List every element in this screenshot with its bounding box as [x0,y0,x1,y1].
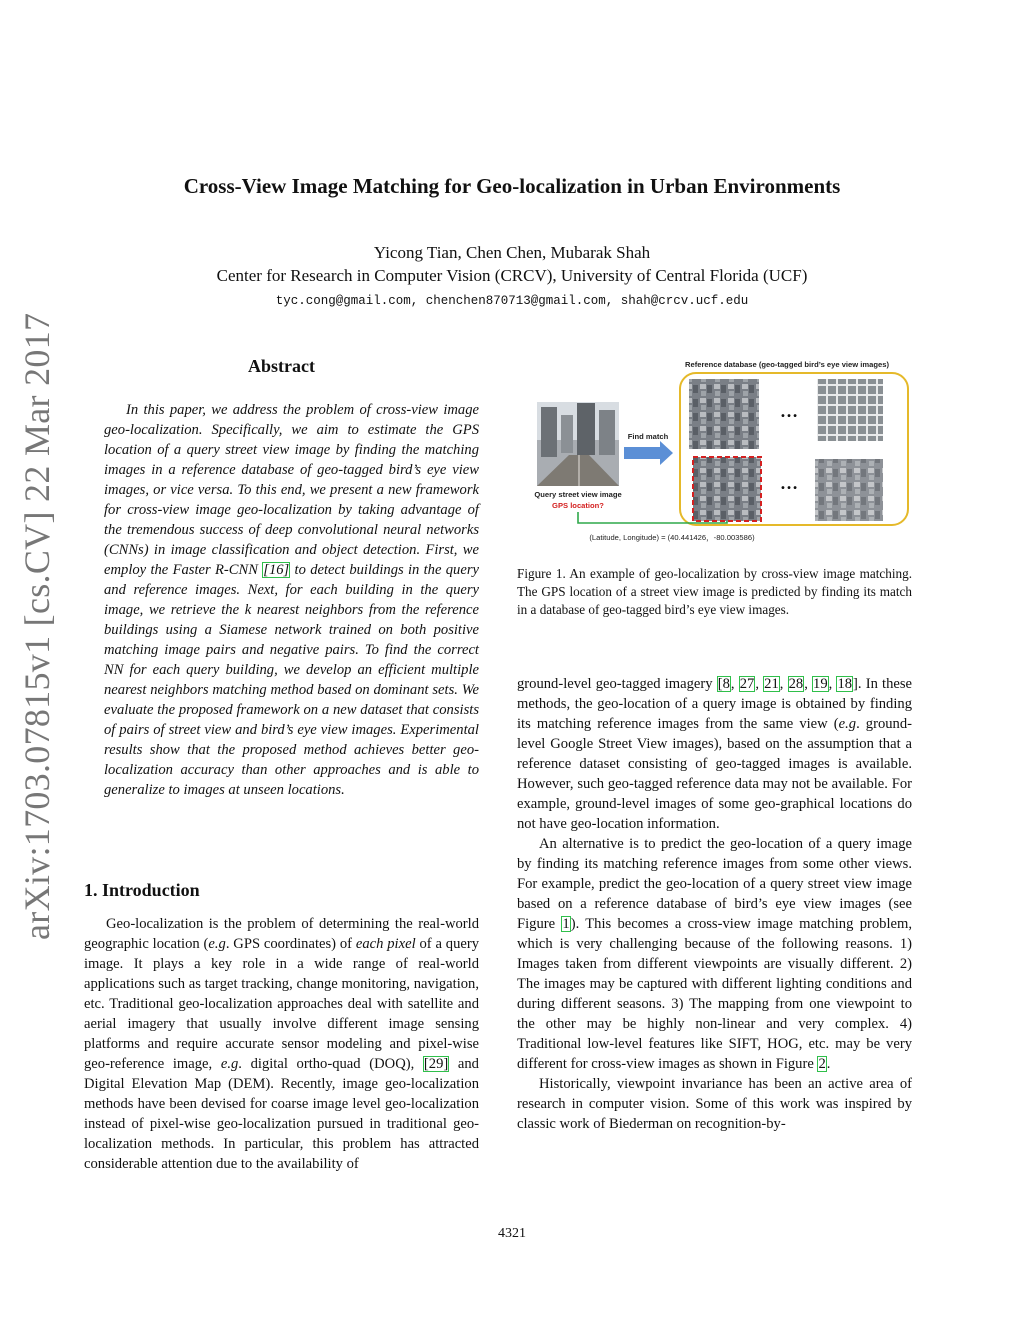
intro-text: . GPS coordinates) of [225,936,356,952]
query-label: Query street view image [534,490,622,499]
citation-link[interactable]: 19 [813,676,828,692]
figure-caption [517,565,912,619]
figure-1 [517,355,912,550]
abstract-body [84,400,479,800]
find-match-label: Find match [627,432,669,441]
abstract-text: In this paper, we address the problem of cross-view image geo-localization. Specifically, we aim to estimate the GPS location of a query street view image by finding the matching images in a reference database of geo-tagged bird’s eye view images, or vice versa. To this end, we present a new framework for cross-view image geo-localization by taking advantage of the tremendous success of deep convolutional neural networks (CNNs) in image classification and object detection. First, we employ the Faster R-CNN [104,402,479,578]
abstract-heading: Abstract [248,356,315,376]
abstract-text: nearest neighbors from the reference buildings using a Siamese network trained on both positive matching image pairs and negative pairs. To find the correct NN for each query building, we develop an efficient multiple nearest neighbors matching method based on dominant sets. We evaluate the proposed framework on a new dataset that consists of pairs of street view and bird’s eye view images. Experimental results show that the proposed method achieves better geo-localization accuracy than other approaches and is able to generalize to images at unseen locations. [104,602,479,798]
figure-db-label: Reference database (geo-tagged bird’s eye view images) [685,360,889,369]
abstract-text: k [244,602,252,618]
author-list: Yicong Tian, Chen Chen, Mubarak Shah [373,243,651,262]
body-text: Historically, viewpoint invariance has been an active area of research in computer vision. Some of this work was inspired by classic work of Biederman on recognition-by- [517,1076,912,1132]
figure-link[interactable]: 1 [562,916,570,932]
intro-text: Geo-localization is the problem of determining the real-world geographic location ( [84,916,479,952]
latlon-label: (Latitude, Longitude) = (40.441426，-80.003586) [589,533,755,542]
figure-link[interactable]: 2 [818,1056,826,1072]
paper-title: Cross-View Image Matching for Geo-localization in Urban Environments [183,174,841,198]
body-text: ground-level geo-tagged imagery [517,676,717,692]
body-text: ). This becomes a cross-view image matching problem, which is very challenging because of the following reasons. 1) Images taken from different viewpoints are visually different. 2) The images may be captured with different lighting conditions and during different seasons. 3) The mapping from one viewpoint to the other may be highly non-linear and very complex. 4) Traditional low-level features like SIFT, HOG, etc. may be very different for cross-view images as shown in Figure [517,916,912,1072]
citation-link[interactable]: [8 [717,676,730,692]
abstract-text: to detect buildings in the query and reference images. Next, for each building in the query image, we retrieve the [104,562,479,618]
intro-text: e.g [208,936,226,952]
citation-link[interactable]: [16] [263,562,290,578]
caption-text: Figure 1. An example of geo-localization by cross-view image matching. The GPS location of a street view image is predicted by finding its match in a database of geo-tagged bird’s eye view images. [517,566,912,617]
body-text: . ground-level Google Street View images), based on the assumption that a reference dataset consisting of geo-tagged images is available. However, such geo-tagged reference data may not be available. For example, ground-level images of some geo-graphical locations do not have geo-location information. [517,716,912,832]
affiliation: Center for Research in Computer Vision (CRCV), University of Central Florida (UCF) [216,266,808,285]
matched-reference-image [693,457,761,521]
citation-link[interactable]: 18 [837,676,853,692]
citation-link[interactable]: [29] [423,1056,449,1072]
intro-heading: 1. Introduction [84,880,200,900]
reference-image [815,459,883,521]
body-text: e.g [838,716,857,732]
author-emails: tyc.cong@gmail.com, chenchen870713@gmail.com, shah@crcv.ucf.edu [275,294,749,308]
query-image [537,402,619,486]
arxiv-stamp: arXiv:1703.07815v1 [cs.CV] 22 Mar 2017 [17,312,57,940]
citation-link[interactable]: 28 [788,676,804,692]
page-number: 4321 [498,1226,526,1241]
gps-label: GPS location? [552,501,604,510]
arrow-icon [624,441,673,465]
intro-text: of a query image. It plays a key role in a wide range of real-world applications such as target tracking, change monitoring, navigation, etc. Traditional geo-localization approaches deal with satellite and aerial imagery that usually involve different image sensing platforms and require accurate sensor modeling and pixel-wise geo-reference image, [84,936,479,1072]
intro-body [84,914,479,1174]
reference-image [689,379,759,449]
ellipsis-icon: … [780,473,798,493]
citation-link[interactable]: 21 [764,676,779,692]
reference-image [817,379,883,441]
body-text: ]. In these methods, the geo-location of a query image is obtained by finding its matching reference images from the same view ( [517,676,913,732]
intro-text: and Digital Elevation Map (DEM). Recently, image geo-localization methods have been devised for coarse image level geo-localization instead of pixel-wise geo-localization pursued in traditional geo-localization methods. In particular, this problem has attracted considerable attention due to the availability of [84,1056,479,1172]
body-text: . [826,1056,831,1072]
intro-text: . digital ortho-quad (DOQ), [238,1056,423,1072]
citation-link[interactable]: 27 [739,676,755,692]
intro-text: e.g [220,1056,239,1072]
ellipsis-icon: … [780,401,798,421]
intro-text: each pixel [355,936,416,952]
right-column-body: ground-level geo-tagged imagery [8, 27, 21, 28, 19, 18]. In these methods, the geo-location of a query image is obtained by finding its matching reference images from the same view (e.g. ground-level Google Street View images), based on the assumption that a reference dataset consisting of geo-tagged images is available. However, such geo-tagged reference data may not be available. For example, ground-level images of some geo-graphical locations do not have geo-location information. An alternative is to predict the geo-location of a query image by finding its matching reference images from some other views. For example, predict the geo-location of a query street view image based on a reference database of bird’s eye view images (see Figure 1). This becomes a cross-view image matching problem, which is very challenging because of the following reasons. 1) Images taken from different viewpoints are visually different. 2) The images may be captured with different lighting conditions and during different seasons. 3) The mapping from one viewpoint to the other may be highly non-linear and very complex. 4) Traditional low-level features like SIFT, HOG, etc. may be very different for cross-view images as shown in Figure 2. Historically, viewpoint invariance has been an active area of research in computer vision. Some of this work was inspired by classic work of Biederman on recognition-by- [517,676,913,1132]
body-text: An alternative is to predict the geo-location of a query image by finding its matching reference images from some other views. For example, predict the geo-location of a query street view image based on a reference database of bird’s eye view images (see Figure [517,836,912,932]
